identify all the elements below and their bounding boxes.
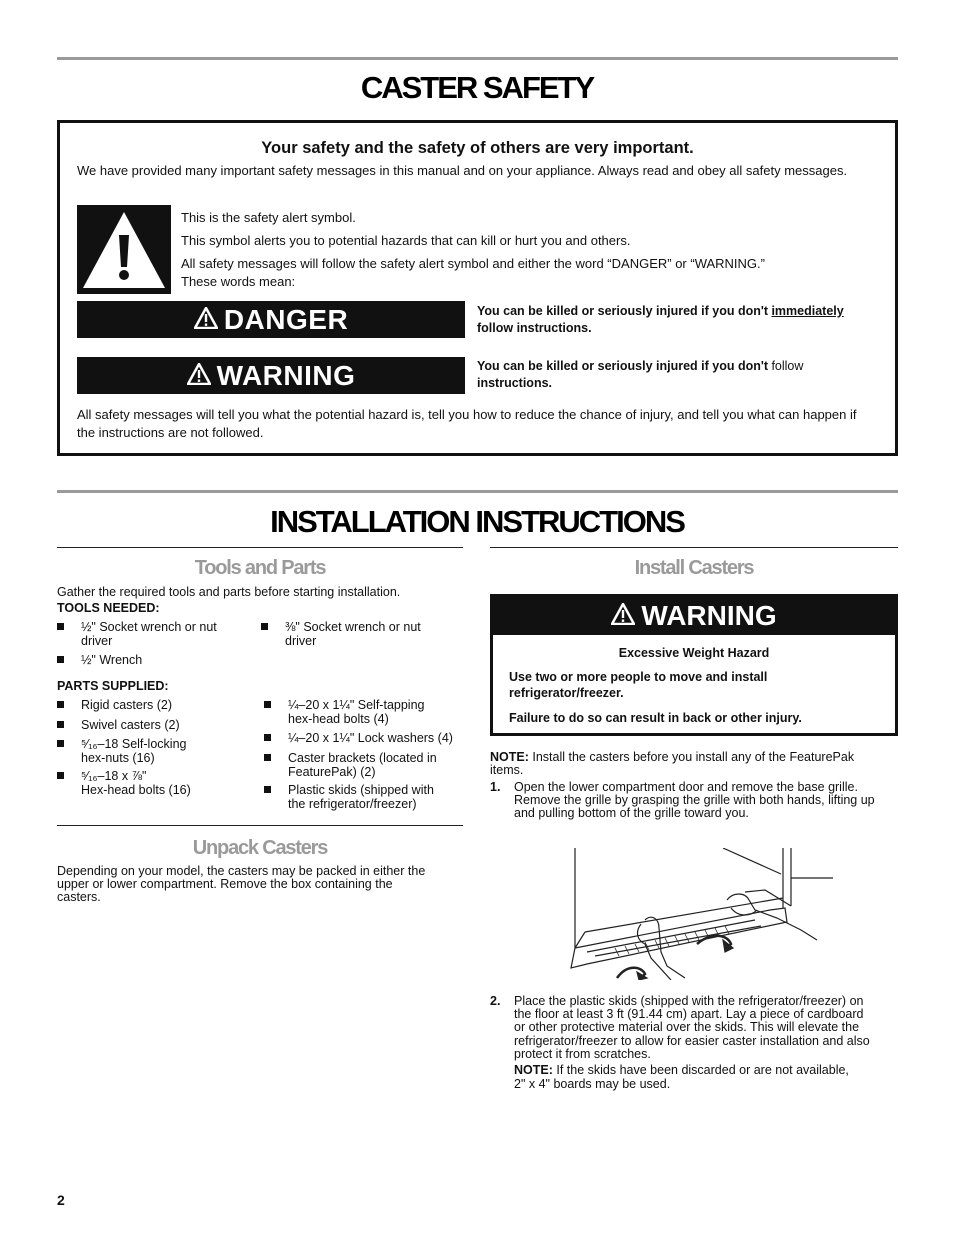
tool-text: ½" Wrench <box>81 653 143 667</box>
unpack-line-1: Depending on your model, the casters may be packed in either the <box>57 864 426 878</box>
part-item-caster-brackets <box>264 751 464 781</box>
bullet <box>57 772 64 779</box>
warning-desc-follow: follow <box>771 359 804 373</box>
install-note <box>490 750 900 764</box>
step-1-line-2: Remove the grille by grasping the grille with both hands, lifting up <box>514 793 875 807</box>
tool-item-socket-three-eighths <box>261 620 461 650</box>
hazard-line-1: Use two or more people to move and install <box>509 670 768 684</box>
tools-needed-label: TOOLS NEEDED: <box>57 601 160 615</box>
caster-safety-title: CASTER SAFETY <box>360 70 594 105</box>
weight-warning-banner <box>493 597 895 635</box>
bullet <box>264 786 271 793</box>
warning-desc-text-2: instructions. <box>477 376 553 390</box>
part-text: ¼–20 x 1¼" Lock washers (4) <box>288 731 453 745</box>
step-2-number: 2. <box>490 994 501 1008</box>
tool-item-socket-half <box>57 620 257 650</box>
install-casters-heading: Install Casters <box>634 557 754 579</box>
part-text: FeaturePak) (2) <box>288 765 376 779</box>
danger-desc-text-2: follow instructions. <box>477 321 592 335</box>
part-text: hex-nuts (16) <box>81 751 155 765</box>
tools-parts-heading: Tools and Parts <box>194 557 326 579</box>
hazard-title: Excessive Weight Hazard <box>618 646 770 660</box>
part-text: ⁵⁄₁₆–18 x ⅞" <box>81 769 147 783</box>
note-text: Install the casters before you install any of the FeaturePak <box>528 750 855 764</box>
symbol-line-4: These words mean: <box>181 274 296 289</box>
danger-desc-text: You can be killed or seriously injured if you don't <box>477 304 772 318</box>
step-1-line-1: Open the lower compartment door and remove the base grille. <box>514 780 858 794</box>
part-text: Caster brackets (located in <box>288 751 437 765</box>
step-2-note <box>514 1063 894 1077</box>
part-text: Plastic skids (shipped with <box>288 783 434 797</box>
parts-supplied-label: PARTS SUPPLIED: <box>57 679 169 693</box>
danger-banner <box>77 301 465 338</box>
bullet <box>264 701 271 708</box>
warning-alert-icon <box>611 600 635 632</box>
unpack-line-3: casters. <box>57 890 101 904</box>
part-item-lock-washers <box>264 731 464 747</box>
danger-desc-underlined: immediately <box>771 304 844 318</box>
part-text: ⁵⁄₁₆–18 Self-locking <box>81 737 187 751</box>
installation-title: INSTALLATION INSTRUCTIONS <box>270 504 684 539</box>
danger-alert-icon <box>194 304 218 336</box>
install-rule <box>490 547 898 548</box>
safety-closing: All safety messages will tell you what the potential hazard is, tell you how to reduce the chance of injury, and tell you what can happen if the instructions are not followed. <box>77 407 857 440</box>
bullet <box>57 623 64 630</box>
step-2-line-2: the floor at least 3 ft (91.44 cm) apart. Lay a piece of cardboard <box>514 1007 864 1021</box>
safety-box <box>57 120 898 456</box>
bullet <box>57 701 64 708</box>
install-note-2: items. <box>490 763 524 777</box>
unpack-rule <box>57 825 463 826</box>
bullet <box>57 721 64 728</box>
bullet <box>57 656 64 663</box>
tool-item-wrench <box>57 653 257 669</box>
tools-rule <box>57 547 463 548</box>
installation-rule <box>57 490 898 493</box>
part-item-rigid-casters <box>57 698 257 714</box>
warning-desc-text: You can be killed or seriously injured if you don't <box>477 359 772 373</box>
part-item-self-tapping-bolts <box>264 698 464 728</box>
part-text: Hex-head bolts (16) <box>81 783 191 797</box>
hazard-line-2: refrigerator/freezer. <box>509 686 624 700</box>
tool-text: ⅜" Socket wrench or nut <box>285 620 421 634</box>
part-text: Rigid casters (2) <box>81 698 172 712</box>
part-text: hex-head bolts (4) <box>288 712 389 726</box>
symbol-line-2: This symbol alerts you to potential hazards that can kill or hurt you and others. <box>181 233 631 248</box>
tool-text: driver <box>285 634 317 648</box>
tools-intro: Gather the required tools and parts before starting installation. <box>57 585 401 599</box>
unpack-line-2: upper or lower compartment. Remove the box containing the <box>57 877 393 891</box>
safety-alert-icon <box>77 205 171 294</box>
grille-removal-illustration <box>555 848 840 980</box>
note-text: If the skids have been discarded or are not available, <box>552 1063 849 1077</box>
step-2-note-2: 2" x 4" boards may be used. <box>514 1077 671 1091</box>
bullet <box>261 623 268 630</box>
warning-label: WARNING <box>216 359 356 391</box>
step-2-line-4: refrigerator/freezer to allow for easier caster installation and also <box>514 1034 870 1048</box>
part-item-swivel-casters <box>57 718 257 734</box>
step-2-line-1: Place the plastic skids (shipped with the refrigerator/freezer) on <box>514 994 864 1008</box>
step-1-line-3: and pulling bottom of the grille toward you. <box>514 806 749 820</box>
symbol-line-1: This is the safety alert symbol. <box>181 210 356 225</box>
hazard-line-3: Failure to do so can result in back or other injury. <box>509 711 802 725</box>
warning-alert-icon <box>187 360 211 392</box>
tool-text: driver <box>81 634 113 648</box>
unpack-casters-heading: Unpack Casters <box>192 837 328 859</box>
part-item-hex-nuts <box>57 737 257 767</box>
step-2-line-5: protect it from scratches. <box>514 1047 651 1061</box>
part-item-hex-head-bolts <box>57 769 257 799</box>
symbol-line-3: All safety messages will follow the safety alert symbol and either the word “DANGER” or “WARNING.” <box>181 256 765 271</box>
warning-description <box>477 358 889 392</box>
top-rule <box>57 57 898 60</box>
danger-description <box>477 303 889 337</box>
bullet <box>264 734 271 741</box>
weight-warning-box <box>490 594 898 736</box>
part-text: ¼–20 x 1¼" Self-tapping <box>288 698 425 712</box>
bullet <box>264 754 271 761</box>
note-label: NOTE: <box>490 750 529 764</box>
weight-warning-label: WARNING <box>641 600 777 631</box>
part-text: the refrigerator/freezer) <box>288 797 417 811</box>
warning-banner <box>77 357 465 394</box>
bullet <box>57 740 64 747</box>
tool-text: ½" Socket wrench or nut <box>81 620 217 634</box>
danger-label: DANGER <box>223 303 349 335</box>
safety-heading: Your safety and the safety of others are very important. <box>261 139 694 157</box>
step-2-line-3: or other protective material over the skids. This will elevate the <box>514 1020 860 1034</box>
part-item-plastic-skids <box>264 783 464 813</box>
safety-intro: We have provided many important safety messages in this manual and on your appliance. Always read and obey all safety messages. <box>77 163 848 178</box>
note-label: NOTE: <box>514 1063 553 1077</box>
part-text: Swivel casters (2) <box>81 718 180 732</box>
step-1-number: 1. <box>490 780 501 794</box>
page-number: 2 <box>57 1192 65 1208</box>
